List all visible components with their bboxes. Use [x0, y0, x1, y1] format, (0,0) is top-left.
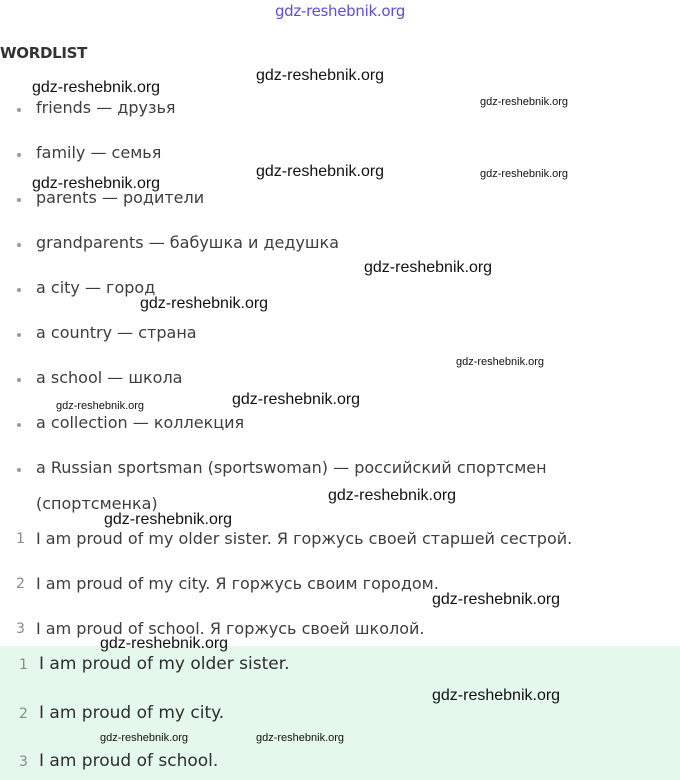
wordlist-heading: WORDLIST	[0, 44, 88, 62]
answer-sentence: I am proud of school.	[39, 751, 219, 771]
answer-number: 1	[19, 657, 28, 673]
watermark: gdz-reshebnik.org	[32, 79, 161, 96]
bullet	[17, 288, 21, 292]
watermark: gdz-reshebnik.org	[100, 635, 229, 652]
wordlist-item-continuation: (спортсменка)	[36, 494, 158, 513]
watermark: gdz-reshebnik.org	[256, 732, 345, 744]
watermark: gdz-reshebnik.org	[32, 175, 161, 192]
example-number: 3	[16, 621, 25, 637]
example-number: 2	[16, 576, 25, 592]
watermark: gdz-reshebnik.org	[364, 259, 493, 276]
watermark: gdz-reshebnik.org	[232, 391, 361, 408]
example-number: 1	[16, 531, 25, 547]
wordlist-item: a city — город	[36, 278, 156, 297]
wordlist-item: a collection — коллекция	[36, 413, 245, 432]
wordlist-item: family — семья	[36, 143, 162, 162]
wordlist-item: grandparents — бабушка и дедушка	[36, 233, 340, 252]
watermark: gdz-reshebnik.org	[432, 591, 561, 608]
bullet	[17, 198, 21, 202]
watermark: gdz-reshebnik.org	[256, 163, 385, 180]
answer-sentence: I am proud of my city.	[39, 703, 225, 723]
bullet	[17, 468, 21, 472]
bullet	[17, 333, 21, 337]
wordlist-item: a country — страна	[36, 323, 197, 342]
bullet	[17, 423, 21, 427]
bullet	[17, 153, 21, 157]
answer-number: 2	[19, 706, 28, 722]
bullet	[17, 108, 21, 112]
watermark: gdz-reshebnik.org	[328, 487, 457, 504]
watermark: gdz-reshebnik.org	[56, 400, 145, 412]
bullet	[17, 378, 21, 382]
watermark: gdz-reshebnik.org	[480, 168, 569, 180]
wordlist-item: a school — школа	[36, 368, 183, 387]
wordlist-item: parents — родители	[36, 188, 205, 207]
watermark: gdz-reshebnik.org	[480, 96, 569, 108]
example-sentence: I am proud of my city. Я горжусь своим городом.	[36, 574, 439, 593]
bullet	[17, 243, 21, 247]
answer-sentence: I am proud of my older sister.	[39, 654, 290, 674]
watermark: gdz-reshebnik.org	[432, 687, 561, 704]
example-sentence: I am proud of my older sister. Я горжусь своей старшей сестрой.	[36, 529, 573, 548]
watermark: gdz-reshebnik.org	[256, 67, 385, 84]
watermark: gdz-reshebnik.org	[104, 511, 233, 528]
site-header-link[interactable]: gdz-reshebnik.org	[274, 2, 406, 20]
answer-number: 3	[19, 754, 28, 770]
watermark: gdz-reshebnik.org	[100, 732, 189, 744]
wordlist-item: friends — друзья	[36, 98, 176, 117]
watermark: gdz-reshebnik.org	[456, 356, 545, 368]
example-sentence: I am proud of school. Я горжусь своей школой.	[36, 619, 425, 638]
wordlist-item: a Russian sportsman (sportswoman) — российский спортсмен	[36, 458, 547, 477]
watermark: gdz-reshebnik.org	[140, 295, 269, 312]
